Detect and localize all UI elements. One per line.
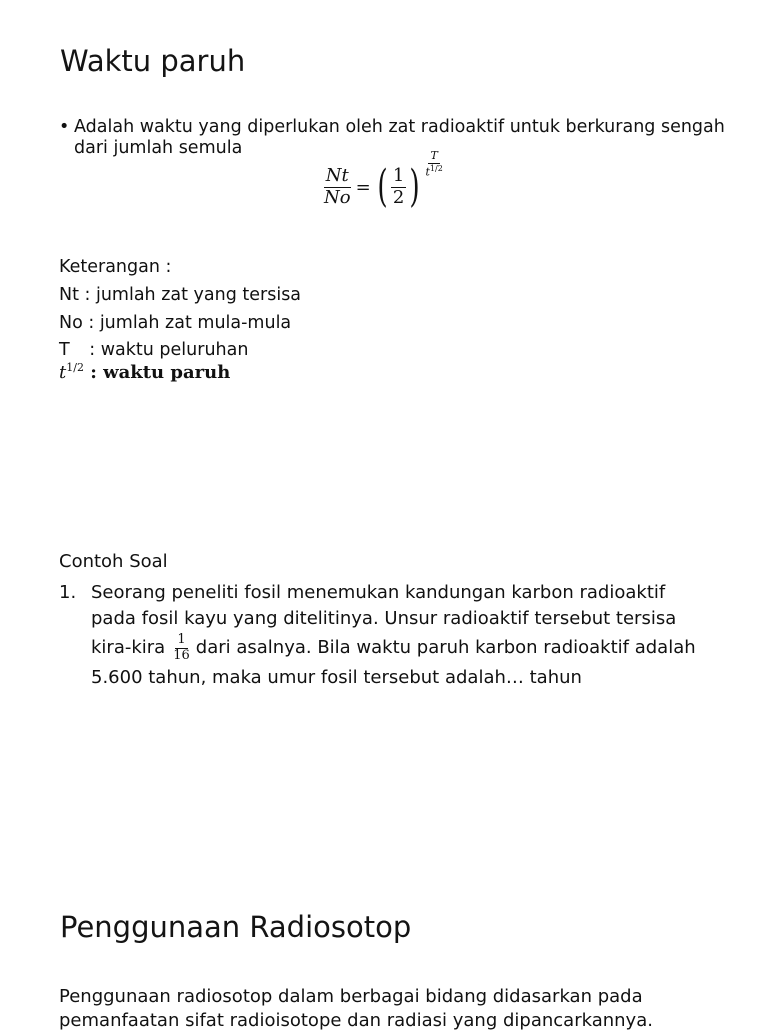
formula-exponent-denominator: $t^{1/2}$ (425, 163, 443, 179)
legend-t (59, 339, 248, 361)
legend-t-half (59, 361, 230, 383)
example-line-4: 5.600 tahun, maka umur fosil tersebut adalah… tahun (91, 667, 582, 688)
example-fraction-denominator: 16 (173, 647, 190, 663)
legend-t-symbol: T (59, 340, 70, 360)
half-life-formula (322, 149, 445, 222)
slide2-para-line-2: pemanfaatan sifat radioisotope dan radiasi yang dipancarkannya. (59, 1010, 653, 1031)
legend-heading: Keterangan : (59, 257, 172, 277)
formula-exponent-numerator: T (430, 149, 438, 162)
example-number: 1. (59, 582, 77, 603)
slide-title-waktu-paruh: Waktu paruh (60, 44, 246, 78)
legend-t-text: : waktu peluruhan (89, 340, 249, 360)
formula-exponent (423, 150, 444, 179)
bullet-marker: • (59, 117, 70, 137)
example-fraction (171, 633, 192, 664)
example-line-3-pre: kira-kira (91, 637, 166, 658)
bullet-line-1: Adalah waktu yang diperlukan oleh zat radioaktif untuk berkurang sengah (74, 117, 725, 137)
example-line-3 (91, 630, 696, 666)
example-fraction-numerator: 1 (177, 631, 186, 647)
formula-half-denominator: 2 (392, 186, 405, 208)
example-line-2: pada fosil kayu yang ditelitinya. Unsur radioaktif tersebut tersisa (91, 608, 677, 629)
formula-lhs-numerator: Nt (325, 164, 349, 186)
example-heading: Contoh Soal (59, 551, 168, 572)
formula-right-paren: ) (409, 161, 421, 212)
formula-lhs-denominator: No (324, 186, 351, 208)
example-line-1: Seorang peneliti fosil menemukan kandungan karbon radioaktif (91, 582, 666, 603)
formula-lhs-fraction (322, 166, 353, 208)
slide2-para-line-1: Penggunaan radiosotop dalam berbagai bidang didasarkan pada (59, 986, 643, 1007)
slide-title-penggunaan-radiosotop: Penggunaan Radiosotop (60, 910, 412, 944)
legend-t-half-symbol: t (59, 362, 67, 383)
formula-left-paren: ( (377, 161, 388, 212)
formula-equals: = (355, 176, 371, 198)
legend-t-half-superscript: 1/2 (66, 361, 84, 374)
bullet-line-2: dari jumlah semula (74, 138, 243, 158)
legend-nt: Nt : jumlah zat yang tersisa (59, 285, 302, 305)
legend-t-half-text: : waktu paruh (83, 362, 231, 383)
formula-half-numerator: 1 (392, 164, 405, 186)
formula-half-fraction (391, 166, 406, 208)
legend-no: No : jumlah zat mula-mula (59, 313, 292, 333)
example-line-3-post: dari asalnya. Bila waktu paruh karbon radioaktif adalah (195, 637, 696, 658)
